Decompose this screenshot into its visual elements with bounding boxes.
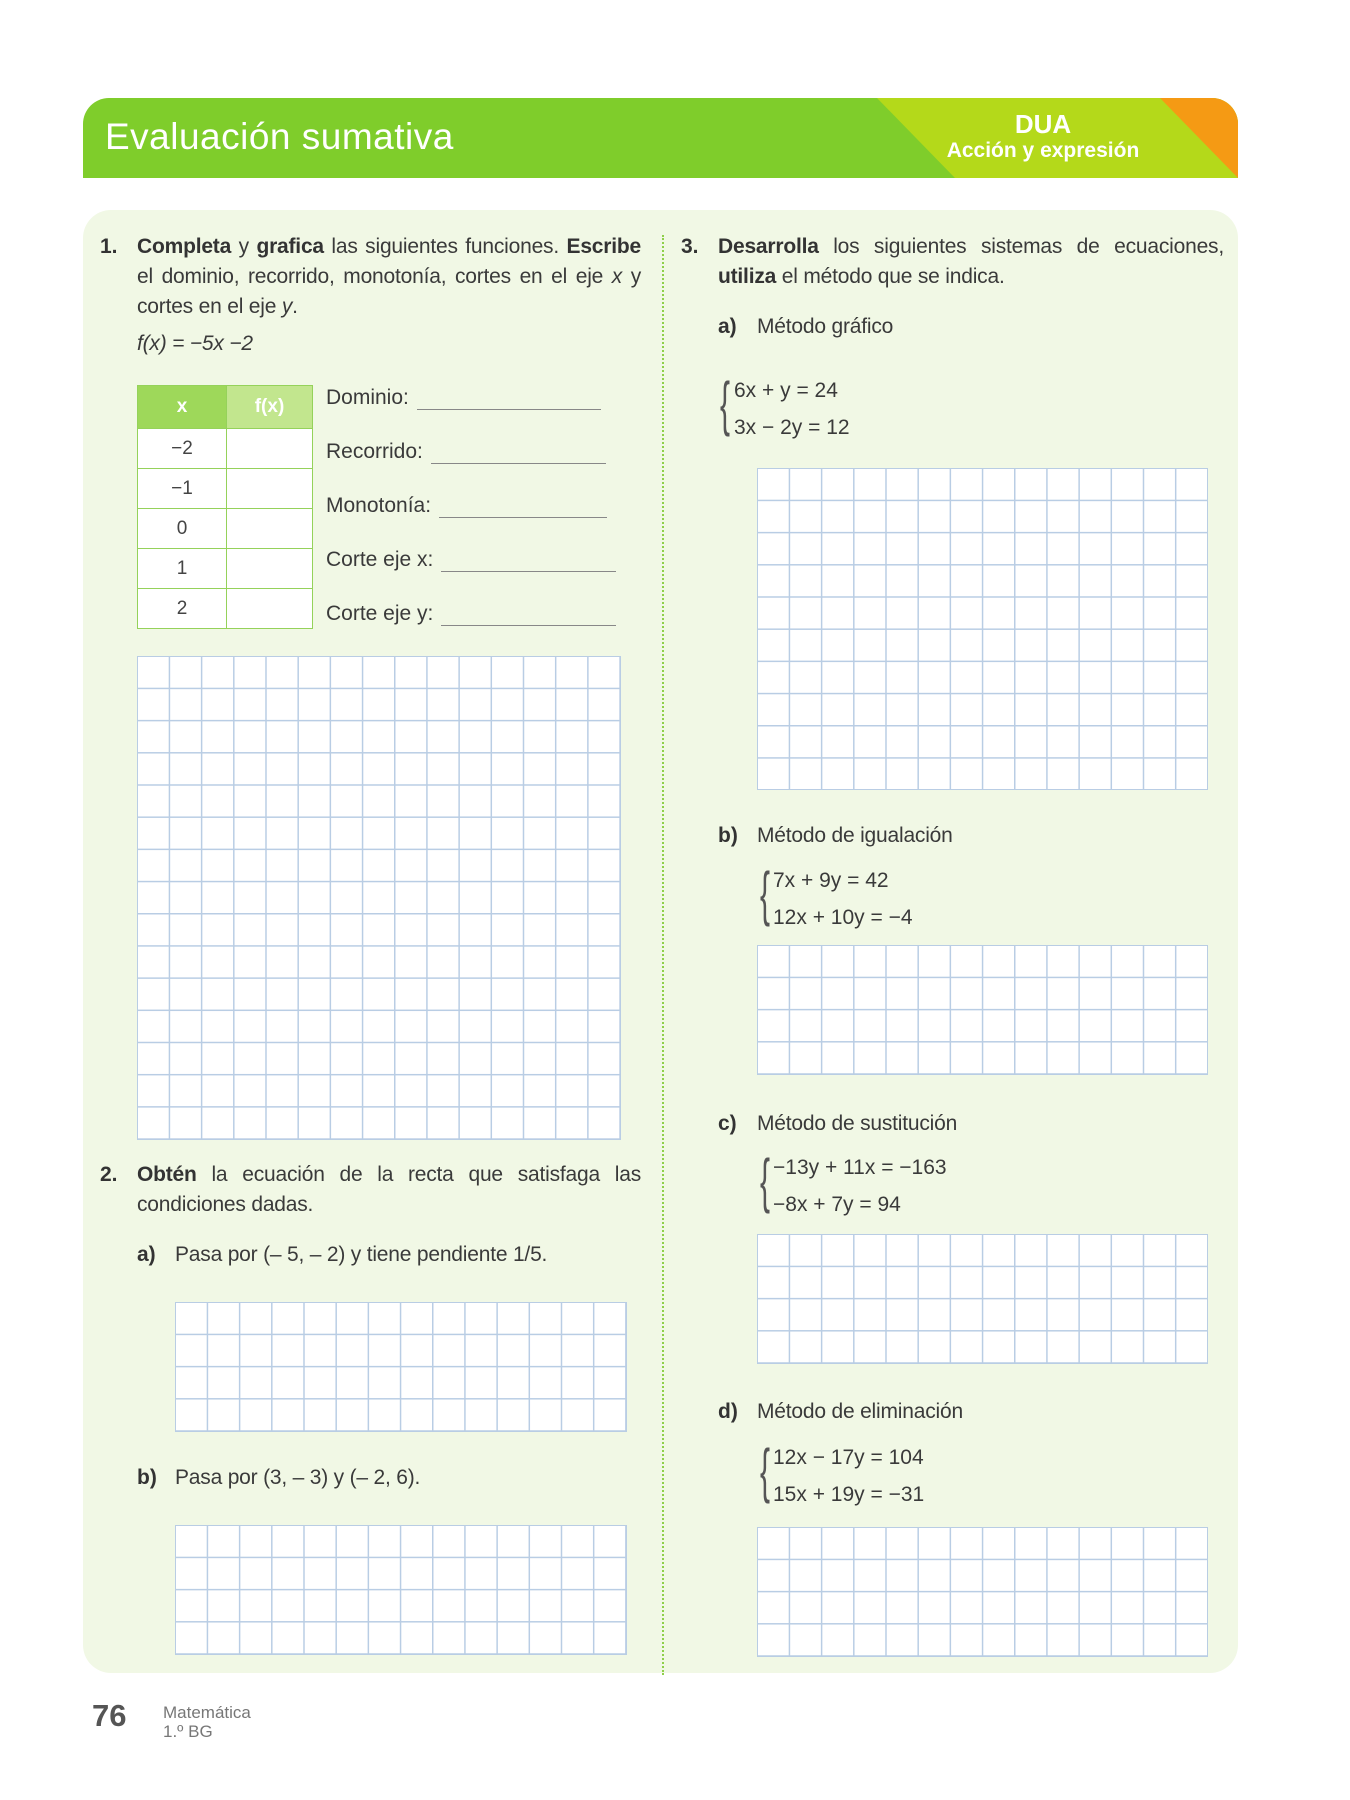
q3c-label: c) — [718, 1112, 737, 1135]
footer-subject: Matemática — [163, 1703, 251, 1722]
q3b-label: b) — [718, 824, 738, 847]
fx-cell[interactable] — [227, 469, 313, 509]
page-title: Evaluación sumativa — [105, 116, 454, 157]
q2-instructions: Obtén la ecuación de la recta que satisfaga las condiciones dadas. — [137, 1163, 641, 1216]
answer-line[interactable] — [441, 552, 616, 572]
dua-badge — [918, 110, 1168, 164]
brace-icon: { — [760, 860, 771, 927]
system-a — [734, 372, 850, 446]
q3a-label: a) — [718, 315, 737, 338]
x-cell: −1 — [138, 469, 227, 509]
work-grid-q3b[interactable] — [757, 945, 1208, 1075]
work-grid-q3c[interactable] — [757, 1234, 1208, 1364]
q1-instructions: Completa y grafica las siguientes funciones. Escribe el dominio, recorrido, monotonía, cortes en el eje x y cortes en el eje y. — [137, 235, 641, 318]
col-fx: f(x) — [227, 386, 313, 429]
answer-line[interactable] — [431, 444, 606, 464]
equation: −8x + 7y = 94 — [773, 1193, 901, 1216]
dua-title: DUA — [1014, 109, 1072, 139]
field-recorrido[interactable] — [326, 434, 606, 464]
field-label: Corte eje x: — [326, 548, 434, 571]
equation: 12x − 17y = 104 — [773, 1446, 924, 1469]
work-grid-q2a[interactable] — [175, 1302, 627, 1432]
dua-subtitle: Acción y expresión — [946, 139, 1140, 162]
q3d-label: d) — [718, 1400, 738, 1423]
q2b-label: b) — [137, 1466, 157, 1489]
equation: 15x + 19y = −31 — [773, 1483, 925, 1506]
x-cell: 1 — [138, 549, 227, 589]
x-cell: 0 — [138, 509, 227, 549]
answer-line[interactable] — [417, 390, 601, 410]
graph-grid-q1[interactable] — [137, 656, 621, 1140]
system-c — [773, 1149, 947, 1223]
section-header — [83, 98, 1238, 178]
x-cell: −2 — [138, 429, 227, 469]
q1-number: 1. — [100, 235, 118, 258]
q2b-text: Pasa por (3, – 3) y (– 2, 6). — [175, 1466, 421, 1489]
q3a-text: Método gráfico — [757, 315, 894, 338]
field-label: Corte eje y: — [326, 602, 434, 625]
brace-icon: { — [760, 1147, 771, 1214]
field-monotonia[interactable] — [326, 488, 607, 518]
equation: 6x + y = 24 — [734, 379, 838, 402]
field-label: Dominio: — [326, 386, 409, 409]
field-label: Monotonía: — [326, 494, 432, 517]
q3-instructions: Desarrolla los siguientes sistemas de ecuaciones, utiliza el método que se indica. — [718, 235, 1224, 288]
col-x: x — [138, 386, 227, 429]
work-grid-q3d[interactable] — [757, 1527, 1208, 1657]
fx-cell[interactable] — [227, 429, 313, 469]
q3-number: 3. — [681, 235, 699, 258]
field-corte-y[interactable] — [326, 596, 616, 626]
equation: 3x − 2y = 12 — [734, 416, 850, 439]
field-label: Recorrido: — [326, 440, 423, 463]
fx-cell[interactable] — [227, 549, 313, 589]
q2a-text: Pasa por (– 5, – 2) y tiene pendiente 1/5. — [175, 1243, 548, 1266]
brace-icon: { — [760, 1437, 771, 1504]
page-number: 76 — [92, 1698, 127, 1733]
footer-grade: 1.º BG — [163, 1722, 213, 1741]
values-table — [137, 385, 313, 629]
q3b-text: Método de igualación — [757, 824, 953, 847]
brace-icon: { — [720, 370, 731, 437]
q2a-label: a) — [137, 1243, 156, 1266]
equation: 12x + 10y = −4 — [773, 906, 913, 929]
graph-grid-q3a[interactable] — [757, 468, 1208, 790]
q2-number: 2. — [100, 1163, 118, 1186]
equation: −13y + 11x = −163 — [773, 1156, 947, 1179]
field-dominio[interactable] — [326, 380, 601, 410]
fx-cell[interactable] — [227, 509, 313, 549]
q3c-text: Método de sustitución — [757, 1112, 958, 1135]
column-divider — [662, 235, 664, 1675]
answer-line[interactable] — [439, 498, 607, 518]
equation: 7x + 9y = 42 — [773, 869, 889, 892]
system-b — [773, 862, 913, 936]
q1-function: f(x) = −5x −2 — [137, 332, 253, 355]
fx-cell[interactable] — [227, 589, 313, 629]
system-d — [773, 1439, 924, 1513]
work-grid-q2b[interactable] — [175, 1525, 627, 1655]
x-cell: 2 — [138, 589, 227, 629]
field-corte-x[interactable] — [326, 542, 616, 572]
q3d-text: Método de eliminación — [757, 1400, 963, 1423]
answer-line[interactable] — [441, 606, 616, 626]
